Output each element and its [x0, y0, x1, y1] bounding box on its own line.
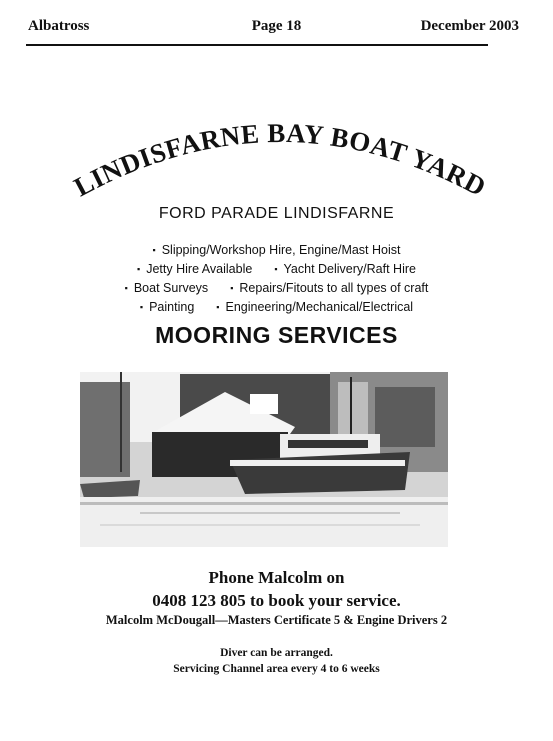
- publication-name: Albatross: [28, 18, 90, 34]
- boatyard-photo: [80, 372, 448, 547]
- service-item: [140, 300, 194, 314]
- servicing-line: Servicing Channel area every 4 to 6 weeks: [173, 663, 380, 675]
- service-label: Repairs/Fitouts to all types of craft: [239, 280, 429, 295]
- bullet-icon: ▪: [139, 301, 144, 312]
- issue-date: December 2003: [420, 18, 519, 34]
- ad-title-text: LINDISFARNE BAY BOAT YARD: [68, 117, 491, 203]
- phone-line-1: Phone Malcolm on: [208, 568, 345, 587]
- page-header: [0, 0, 553, 50]
- bullet-icon: ▪: [216, 301, 220, 312]
- diver-line: Diver can be arranged.: [220, 647, 333, 659]
- service-label: Yacht Delivery/Raft Hire: [283, 261, 416, 276]
- service-item: [274, 262, 416, 276]
- service-item: [125, 281, 209, 295]
- services-row: [0, 259, 553, 278]
- services-row: [0, 278, 553, 297]
- services-row: [0, 240, 553, 259]
- service-item: [153, 243, 401, 257]
- bullet-icon: ▪: [274, 263, 278, 274]
- mooring-services-headline: MOORING SERVICES: [155, 322, 398, 348]
- service-label: Painting: [149, 299, 195, 314]
- service-label: Slipping/Workshop Hire, Engine/Mast Hoist: [161, 242, 401, 257]
- services-row: [0, 297, 553, 316]
- ad-title-arc: [60, 118, 500, 208]
- certificate-line: Malcolm McDougall—Masters Certificate 5 & Engine Drivers 2: [105, 613, 448, 627]
- bullet-icon: ▪: [137, 263, 141, 274]
- page-number: Page 18: [251, 18, 302, 34]
- service-item: [216, 300, 413, 314]
- ad-subtitle: FORD PARADE LINDISFARNE: [158, 205, 395, 222]
- service-item: [137, 262, 252, 276]
- service-label: Engineering/Mechanical/Electrical: [225, 299, 414, 314]
- services-list: [0, 240, 553, 316]
- service-item: [230, 281, 428, 295]
- phone-line-2: 0408 123 805 to book your service.: [152, 591, 401, 610]
- svg-text:LINDISFARNE BAY BOAT YARD: [69, 118, 491, 202]
- bullet-icon: ▪: [124, 282, 128, 293]
- bullet-icon: ▪: [152, 244, 156, 255]
- header-rule: [26, 44, 488, 46]
- ad-title: [60, 118, 500, 208]
- bullet-icon: ▪: [230, 282, 234, 293]
- service-label: Jetty Hire Available: [146, 261, 253, 276]
- service-label: Boat Surveys: [133, 280, 209, 295]
